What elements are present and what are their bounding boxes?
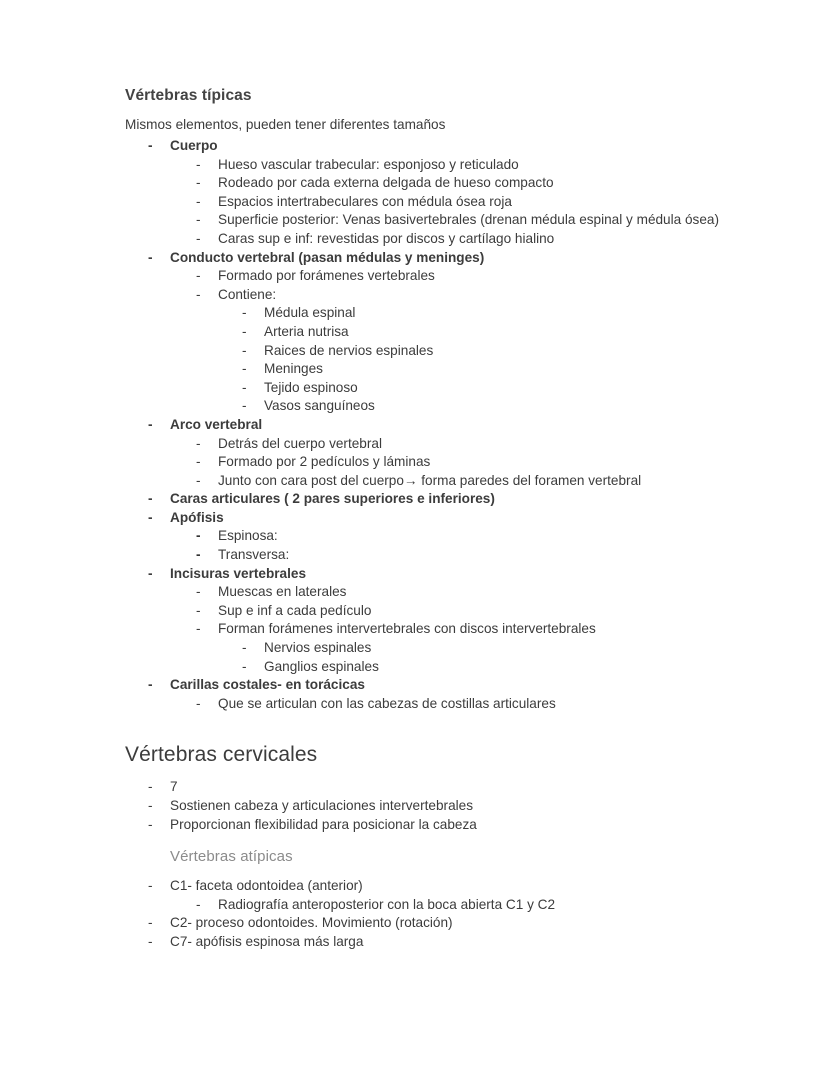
dash-bullet-icon: - (196, 621, 201, 637)
dash-bullet-icon: - (196, 230, 201, 246)
list-item (125, 323, 768, 342)
list-item-label: Rodeado por cada externa delgada de hueso compacto (218, 175, 554, 191)
list-item-label: Apófisis (170, 509, 224, 525)
dash-bullet-icon: - (242, 640, 247, 656)
dash-bullet-icon: - (242, 342, 247, 358)
dash-bullet-icon: - (242, 305, 247, 321)
atipicas-outline (125, 877, 768, 951)
list-item-label: Ganglios espinales (264, 658, 379, 674)
dash-bullet-icon: - (196, 472, 201, 488)
list-item (125, 695, 768, 714)
dash-bullet-icon: - (148, 677, 153, 693)
list-item (125, 379, 768, 398)
list-item (125, 565, 768, 584)
list-item (125, 602, 768, 621)
list-item-label: Meninges (264, 361, 323, 377)
list-item (125, 360, 768, 379)
list-item-label: Transversa: (218, 547, 290, 563)
list-item (125, 416, 768, 435)
dash-bullet-icon: - (196, 547, 201, 563)
dash-bullet-icon: - (196, 268, 201, 284)
list-item-label: C1- faceta odontoidea (anterior) (170, 878, 363, 894)
dash-bullet-icon: - (148, 933, 153, 949)
list-item (125, 211, 768, 230)
dash-bullet-icon: - (196, 584, 201, 600)
list-item-label: Arco vertebral (170, 416, 263, 432)
dash-bullet-icon: - (148, 915, 153, 931)
list-item (125, 527, 768, 546)
dash-bullet-icon: - (196, 896, 201, 912)
list-item (125, 137, 768, 156)
list-item-label: Espinosa: (218, 528, 278, 544)
list-item (125, 797, 768, 816)
list-item-label: Nervios espinales (264, 640, 372, 656)
section-vertebras-cervicales (125, 742, 768, 951)
list-item (125, 639, 768, 658)
list-item (125, 397, 768, 416)
list-item-label: Incisuras vertebrales (170, 565, 307, 581)
list-item (125, 896, 768, 915)
list-item (125, 193, 768, 212)
section-vertebras-tipicas (125, 86, 768, 713)
list-item-label: C7- apófisis espinosa más larga (170, 933, 364, 949)
list-item (125, 230, 768, 249)
list-item-label: Vasos sanguíneos (264, 398, 375, 414)
list-item-label: Carillas costales- en torácicas (170, 677, 365, 693)
subsection-space (125, 834, 768, 847)
page-title: Vértebras típicas (125, 87, 252, 104)
dash-bullet-icon: - (242, 658, 247, 674)
dash-bullet-icon: - (242, 361, 247, 377)
dash-bullet-icon: - (196, 193, 201, 209)
tipicas-outline (125, 137, 768, 713)
dash-bullet-icon: - (196, 454, 201, 470)
section-lead: Mismos elementos, pueden tener diferentes tamaños (125, 117, 446, 132)
list-item (125, 509, 768, 528)
dash-bullet-icon: - (196, 435, 201, 451)
section-divider-space (125, 713, 768, 742)
list-item-label: Raices de nervios espinales (264, 342, 434, 358)
list-item (125, 658, 768, 677)
list-item (125, 933, 768, 952)
list-item-label: Formado por forámenes vertebrales (218, 268, 435, 284)
list-item-label: C2- proceso odontoides. Movimiento (rotación) (170, 915, 453, 931)
list-item-label: Proporcionan flexibilidad para posicionar la cabeza (170, 816, 477, 832)
cervicales-outline (125, 778, 768, 834)
list-item-label: 7 (170, 779, 178, 795)
dash-bullet-icon: - (196, 156, 201, 172)
list-item-label: Forman forámenes intervertebrales con discos intervertebrales (218, 621, 596, 637)
list-item (125, 816, 768, 835)
list-item (125, 286, 768, 305)
list-item (125, 267, 768, 286)
list-item (125, 676, 768, 695)
list-item-label: Médula espinal (264, 305, 356, 321)
list-item-label: Junto con cara post del cuerpo→ forma paredes del foramen vertebral (218, 472, 642, 488)
dash-bullet-icon: - (242, 379, 247, 395)
list-item (125, 304, 768, 323)
list-item (125, 156, 768, 175)
list-item-label: Sostienen cabeza y articulaciones intervertebrales (170, 798, 474, 813)
list-item (125, 490, 768, 509)
dash-bullet-icon: - (196, 286, 201, 302)
dash-bullet-icon: - (242, 323, 247, 339)
dash-bullet-icon: - (148, 816, 153, 832)
section-heading-cervicales: Vértebras cervicales (125, 743, 318, 767)
list-item (125, 472, 768, 491)
list-item-label: Superficie posterior: Venas basivertebrales (drenan médula espinal y médula ósea) (218, 212, 719, 228)
list-item-label: Arteria nutrisa (264, 323, 349, 339)
list-item (125, 546, 768, 565)
dash-bullet-icon: - (148, 509, 153, 525)
list-item (125, 583, 768, 602)
list-item-label: Detrás del cuerpo vertebral (218, 435, 382, 451)
dash-bullet-icon: - (196, 528, 201, 544)
dash-bullet-icon: - (196, 602, 201, 618)
list-item (125, 342, 768, 361)
list-item (125, 877, 768, 896)
list-item (125, 453, 768, 472)
list-item-label: Muescas en laterales (218, 584, 347, 600)
dash-bullet-icon: - (196, 695, 201, 711)
list-item-label: Espacios intertrabeculares con médula ósea roja (218, 193, 512, 209)
list-item (125, 914, 768, 933)
list-item-label: Radiografía anteroposterior con la boca abierta C1 y C2 (218, 896, 556, 912)
list-item-label: Contiene: (218, 286, 277, 302)
list-item-label: Tejido espinoso (264, 379, 358, 395)
dash-bullet-icon: - (148, 878, 153, 894)
list-item-label: Caras sup e inf: revestidas por discos y cartílago hialino (218, 230, 555, 246)
list-item-label: Sup e inf a cada pedículo (218, 602, 372, 618)
list-item-label: Cuerpo (170, 138, 218, 153)
list-item (125, 249, 768, 268)
dash-bullet-icon: - (148, 779, 153, 795)
list-item (125, 620, 768, 639)
dash-bullet-icon: - (148, 491, 153, 507)
list-item (125, 435, 768, 454)
dash-bullet-icon: - (196, 175, 201, 191)
dash-bullet-icon: - (148, 798, 153, 813)
list-item-label: Conducto vertebral (pasan médulas y meninges) (170, 249, 485, 265)
dash-bullet-icon: - (196, 212, 201, 228)
list-item (125, 174, 768, 193)
dash-bullet-icon: - (148, 138, 153, 153)
dash-bullet-icon: - (242, 398, 247, 414)
dash-bullet-icon: - (148, 416, 153, 432)
list-item (125, 778, 768, 797)
subheading-vertebras-atipicas: Vértebras atípicas (170, 848, 293, 866)
list-item-label: Hueso vascular trabecular: esponjoso y reticulado (218, 156, 519, 172)
list-item-label: Formado por 2 pedículos y láminas (218, 454, 431, 470)
dash-bullet-icon: - (148, 565, 153, 581)
dash-bullet-icon: - (148, 249, 153, 265)
list-item-label: Que se articulan con las cabezas de costillas articulares (218, 695, 556, 711)
list-item-label: Caras articulares ( 2 pares superiores e inferiores) (170, 491, 495, 507)
